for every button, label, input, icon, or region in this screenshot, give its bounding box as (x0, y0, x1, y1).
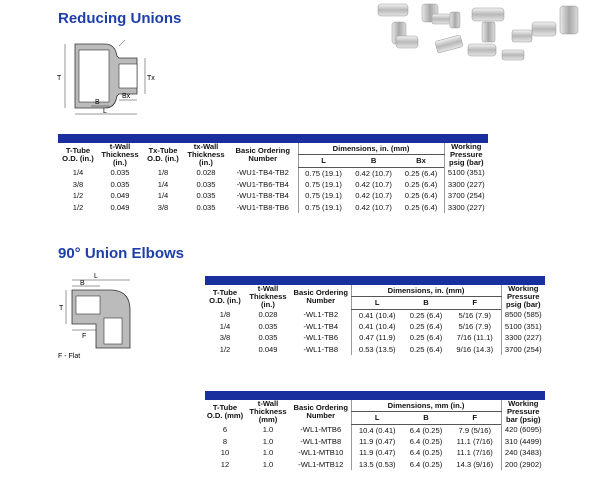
cell-tx: 1/4 (157, 179, 169, 189)
cell-l: 13.5 (0.53) (351, 459, 403, 471)
cell-p: 240 (3483) (501, 447, 545, 459)
cell-tw: 1.0 (262, 448, 274, 458)
col-dim-l: L (298, 155, 349, 167)
cell-num: -WL1-TB6 (303, 333, 339, 343)
cell-txw: 0.035 (196, 179, 216, 189)
diagram-label-b: B (95, 99, 100, 106)
col-dim-f: F (449, 412, 501, 424)
cell-l: 0.53 (13.5) (351, 344, 403, 356)
cell-num: -WL1-MTB6 (300, 425, 342, 435)
cell-f: 7.9 (5/16) (458, 425, 491, 435)
col-t-wall: t-Wall Thickness (mm) (249, 399, 287, 424)
col-t-tube-od: T-Tube O.D. (in.) (209, 288, 241, 305)
cell-f: 11.1 (7/16) (456, 448, 493, 458)
cell-p: 3700 (254) (501, 344, 545, 356)
cell-b: 6.4 (0.25) (409, 448, 443, 458)
diagram-label-l: L (103, 108, 107, 115)
cell-f: 5/16 (7.9) (458, 310, 491, 320)
cell-p: 3700 (254) (444, 190, 488, 202)
col-dim-bx: Bx (399, 155, 444, 167)
cell-t: 1/4 (72, 168, 84, 178)
cell-f: 14.3 (9/16) (456, 459, 494, 469)
elbow-label-f: F (82, 333, 87, 340)
cell-t: 12 (220, 459, 230, 469)
cell-num: -WU1-TB8-TB6 (236, 202, 289, 212)
table-row (205, 447, 545, 459)
cell-b: 0.42 (10.7) (355, 191, 392, 201)
union-elbows-title: 90° Union Elbows (58, 245, 185, 262)
cell-p: 3300 (227) (444, 179, 488, 191)
cell-tx: 3/8 (157, 202, 169, 212)
cell-l: 0.47 (11.9) (351, 332, 403, 344)
table-row (58, 202, 488, 214)
cell-l: 0.41 (10.4) (351, 309, 403, 321)
col-pressure: Working Pressure psig (bar) (444, 143, 488, 167)
cell-p: 8500 (585) (501, 309, 545, 321)
cell-tw: 1.0 (262, 425, 274, 435)
table-row (205, 321, 545, 333)
col-ordering: Basic Ordering Number (293, 288, 348, 305)
cell-t: 3/8 (72, 179, 84, 189)
cell-b: 0.25 (6.4) (409, 310, 443, 320)
cell-bx: 0.25 (6.4) (404, 191, 438, 201)
cell-p: 310 (4499) (501, 436, 545, 448)
col-dimensions: Dimensions, mm (in.) (351, 400, 501, 412)
cell-b: 6.4 (0.25) (409, 436, 443, 446)
table-row (58, 179, 488, 191)
cell-p: 3300 (227) (444, 202, 488, 214)
cell-bx: 0.25 (6.4) (404, 168, 438, 178)
reducing-unions-title: Reducing Unions (58, 10, 182, 27)
cell-l: 0.75 (19.1) (298, 202, 349, 214)
col-dimensions: Dimensions, in. (mm) (351, 285, 501, 297)
cell-t: 6 (222, 425, 228, 435)
table-row (205, 436, 545, 448)
cell-t: 3/8 (219, 333, 231, 343)
col-dimensions: Dimensions, in. (mm) (298, 143, 444, 155)
cell-l: 0.75 (19.1) (298, 179, 349, 191)
cell-p: 420 (6095) (501, 424, 545, 436)
col-t-wall: t-Wall Thickness (in.) (249, 284, 287, 309)
diagram-label-t: T (57, 75, 62, 82)
col-dim-f: F (449, 297, 501, 309)
cell-num: -WL1-MTB8 (300, 436, 342, 446)
cell-t: 8 (222, 436, 228, 446)
cell-bx: 0.25 (6.4) (404, 202, 438, 212)
elbow-label-t: T (59, 305, 64, 312)
col-dim-l: L (351, 297, 403, 309)
col-ordering: Basic Ordering Number (235, 146, 290, 163)
col-t-tube-od: T-Tube O.D. (in.) (62, 146, 94, 163)
cell-tw: 0.035 (258, 333, 278, 343)
cell-txw: 0.028 (196, 168, 216, 178)
cell-b: 6.4 (0.25) (409, 425, 443, 435)
cell-l: 0.75 (19.1) (298, 190, 349, 202)
cell-b: 0.25 (6.4) (409, 344, 443, 354)
cell-tw: 0.049 (258, 344, 278, 354)
cell-tw: 1.0 (262, 436, 274, 446)
cell-p: 5100 (351) (501, 321, 545, 333)
cell-t: 1/2 (72, 191, 84, 201)
cell-num: -WU1-TB8-TB4 (236, 191, 289, 201)
cell-tx: 1/8 (157, 168, 169, 178)
cell-f: 5/16 (7.9) (458, 321, 491, 331)
cell-b: 6.4 (0.25) (409, 459, 443, 469)
elbow-mm-header-bar (205, 391, 545, 400)
cell-t: 1/4 (219, 321, 231, 331)
cell-num: -WU1-TB4-TB2 (236, 168, 289, 178)
cell-tw: 0.035 (110, 179, 130, 189)
cell-l: 11.9 (0.47) (351, 436, 403, 448)
reducing-union-diagram (55, 36, 175, 116)
cell-tw: 0.049 (110, 202, 130, 212)
cell-tw: 0.028 (258, 310, 278, 320)
cell-l: 11.9 (0.47) (351, 447, 403, 459)
cell-t: 1/2 (72, 202, 84, 212)
cell-l: 10.4 (0.41) (351, 424, 403, 436)
cell-b: 0.42 (10.7) (355, 202, 392, 212)
cell-t: 10 (220, 448, 230, 458)
col-pressure: Working Pressure psig (bar) (501, 285, 545, 309)
table-row (205, 332, 545, 344)
elbow-inch-header-bar (205, 276, 545, 285)
col-pressure: Working Pressure bar (psig) (501, 400, 545, 424)
col-dim-b: B (403, 297, 449, 309)
cell-tw: 1.0 (262, 459, 274, 469)
cell-p: 3300 (227) (501, 332, 545, 344)
cell-b: 0.42 (10.7) (355, 168, 392, 178)
col-tx-tube-od: Tx-Tube O.D. (in.) (147, 146, 179, 163)
fittings-photo (372, 0, 584, 65)
elbow-label-b: B (80, 280, 85, 287)
cell-tw: 0.049 (110, 191, 130, 201)
cell-l: 0.41 (10.4) (351, 321, 403, 333)
elbow-label-l: L (94, 273, 98, 280)
cell-txw: 0.035 (196, 202, 216, 212)
cell-num: -WU1-TB6-TB4 (236, 179, 289, 189)
cell-num: -WL1-TB8 (303, 344, 339, 354)
col-tx-wall: tx-Wall Thickness (in.) (187, 142, 225, 167)
cell-tw: 0.035 (258, 321, 278, 331)
col-dim-l: L (351, 412, 403, 424)
reducing-unions-table (58, 143, 488, 213)
cell-b: 0.25 (6.4) (409, 321, 443, 331)
col-ordering: Basic Ordering Number (293, 403, 348, 420)
col-dim-b: B (403, 412, 449, 424)
cell-num: -WL1-TB4 (303, 321, 339, 331)
cell-f: 7/16 (11.1) (456, 333, 493, 343)
cell-bx: 0.25 (6.4) (404, 179, 438, 189)
col-dim-b: B (349, 155, 399, 167)
cell-l: 0.75 (19.1) (298, 167, 349, 179)
col-t-wall: t-Wall Thickness (in.) (101, 142, 139, 167)
table-row (205, 309, 545, 321)
cell-p: 200 (2902) (501, 459, 545, 471)
cell-tx: 1/4 (157, 191, 169, 201)
table-row (58, 190, 488, 202)
diagram-label-tx: Tx (147, 75, 155, 82)
cell-f: 11.1 (7/16) (456, 436, 493, 446)
union-elbows-mm-table (205, 400, 545, 470)
col-t-tube-od: T-Tube O.D. (mm) (206, 403, 244, 420)
union-elbow-diagram (58, 272, 144, 362)
cell-t: 1/8 (219, 310, 231, 320)
table-row (205, 344, 545, 356)
table-row (205, 459, 545, 471)
cell-b: 0.25 (6.4) (409, 333, 443, 343)
cell-p: 5100 (351) (444, 167, 488, 179)
cell-txw: 0.035 (196, 191, 216, 201)
cell-tw: 0.035 (110, 168, 130, 178)
cell-num: -WL1-TB2 (303, 310, 339, 320)
cell-num: -WL1-MTB10 (298, 448, 344, 458)
union-elbows-inch-table (205, 285, 545, 355)
elbow-label-flat: F - Flat (58, 353, 81, 360)
cell-num: -WL1-MTB12 (298, 459, 344, 469)
cell-b: 0.42 (10.7) (355, 179, 392, 189)
diagram-label-bx: Bx (122, 93, 131, 100)
table-row (58, 167, 488, 179)
cell-t: 1/2 (219, 344, 231, 354)
table-row (205, 424, 545, 436)
cell-f: 9/16 (14.3) (456, 344, 494, 354)
